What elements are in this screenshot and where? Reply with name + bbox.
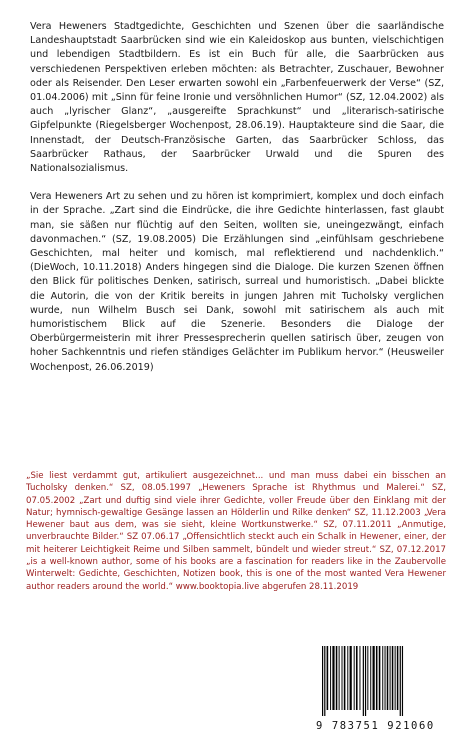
barcode-bar <box>350 646 352 710</box>
barcode-bar <box>400 646 401 716</box>
barcode-bar <box>322 646 323 716</box>
blurb-text <box>30 20 444 389</box>
barcode-bar <box>382 646 383 710</box>
review-quotes: „Sie liest verdammt gut, artikuliert ausgezeichnet... und man muss dabei ein bisschen an Tucholsky denken.“ SZ, 08.05.1997 „Heweners Sprache ist Rhythmus und Malerei.“ SZ, 07.05.2002 „Zart und duftig sind viele ihrer Gedichte, voller Freude über den Einklang mit der Natur; hymnisch-gewaltige Gesänge lassen an Hölderlin und Rilke denken“ SZ, 11.12.2003 „Vera Hewener baut aus dem, was sie sieht, kleine Wortkunstwerke.“ SZ, 07.11.2011 „Anmutige, unverbrauchte Bilder.“ SZ 07.06.17 „Offensichtlich steckt auch ein Schalk in Hewener, einer, der mit heiterer Leichtigkeit Reime und Silben sammelt, bündelt und wieder streut.“ SZ, 07.12.2017 „is a well-known author, some of his books are a fascination for readers like in the Zaubervolle Winterwelt: Gedichte, Geschichten, Notizen book, this is one of the most wanted Vera Hewener author readers around the world.“ www.booktopia.live abgerufen 28.11.2019 <box>26 471 446 592</box>
barcode-bar <box>365 646 366 716</box>
barcode-bar <box>327 646 329 710</box>
barcode-bar <box>395 646 396 710</box>
barcode-bar <box>397 646 399 710</box>
barcode-bar <box>339 646 340 710</box>
barcode-bar <box>376 646 378 710</box>
barcode-bar <box>332 646 334 710</box>
barcode-bar <box>347 646 348 710</box>
barcode-bar <box>379 646 381 710</box>
barcode-bar <box>336 646 338 710</box>
barcode-bar <box>363 646 364 716</box>
blurb-paragraph-2: Vera Heweners Art zu sehen und zu hören ist komprimiert, komplex und doch einfach in der Sprache. „Zart sind die Eindrücke, die ihre Gedichte hinterlassen, fast glaubt man, sie säßen nur flüchtig auf den Seiten, wollten sie, uneingezwängt, einfach davonmachen.“ (SZ, 19.08.2005) Die Erzählungen sind „einfühlsam geschriebene Geschichten, mal heiter und komisch, mal reflektierend und nachdenklich.“ (DieWoch, 10.11.2018) Anders hingegen sind die Dialoge. Die kurzen Szenen öffnen den Blick für politisches Denken, satirisch, surreal und humoristisch. „Dabei blickte die Autorin, die von der Kritik bereits in jungen Jahren mit Tucholsky verglichen wurde, nun Wilhelm Busch sei Dank, sowohl mit satirischem als auch mit humoristischem Blick auf die Szenerie. Besonders die Dialoge der Oberbürgermeisterin mit ihrer Pressesprecherin quellen satirisch über, zeugen von hoher Sachkenntnis und riefen ständiges Gelächter im Publikum hervor.“ (Heusweiler Wochenpost, 26.06.2019) <box>30 191 444 373</box>
isbn-number: 9 783751 921060 <box>316 720 435 732</box>
barcode-bar <box>324 646 325 716</box>
barcode-bar <box>354 646 355 710</box>
barcode-bar <box>402 646 403 716</box>
barcode-bar <box>392 646 394 710</box>
barcode-bar <box>330 646 331 710</box>
barcode-bars <box>310 646 444 718</box>
barcode-bar <box>342 646 343 710</box>
barcode-bar <box>373 646 375 710</box>
barcode-bar <box>356 646 358 710</box>
barcode-bar <box>359 646 360 710</box>
barcode-bar <box>385 646 386 710</box>
barcode-bar <box>387 646 389 710</box>
barcode-bar <box>344 646 346 710</box>
barcode-bar <box>370 646 371 710</box>
barcode-bar <box>367 646 368 710</box>
barcode-bar <box>390 646 391 710</box>
blurb-paragraph-1: Vera Heweners Stadtgedichte, Geschichten und Szenen über die saarländische Landeshauptstadt Saarbrücken sind wie ein Kaleidoskop aus bunten, vielschichtigen und lebendigen Stadtbildern. Es ist ein Buch für alle, die Saarbrücken aus verschiedenen Perspektiven erleben möchten: als Betrachter, Zuschauer, Bewohner oder als Reisender. Den Leser erwarten sowohl ein „Farbenfeuerwerk der Verse“ (SZ, 01.04.2006) mit „Sinn für feine Ironie und versöhnlichen Humor“ (SZ, 12.04.2002) als auch „lyrischer Glanz“, „ausgereifte Sprachkunst“ und „literarisch-satirische Gipfelpunkte (Riegelsberger Wochenpost, 28.06.19). Hauptakteure sind die Saar, die Innenstadt, der Deutsch-Französische Garten, das Saarbrücker Schloss, das Saarbrücker Rathaus, der Saarbrücker Urwald und die Spuren des Nationalsozialismus. <box>30 21 444 175</box>
